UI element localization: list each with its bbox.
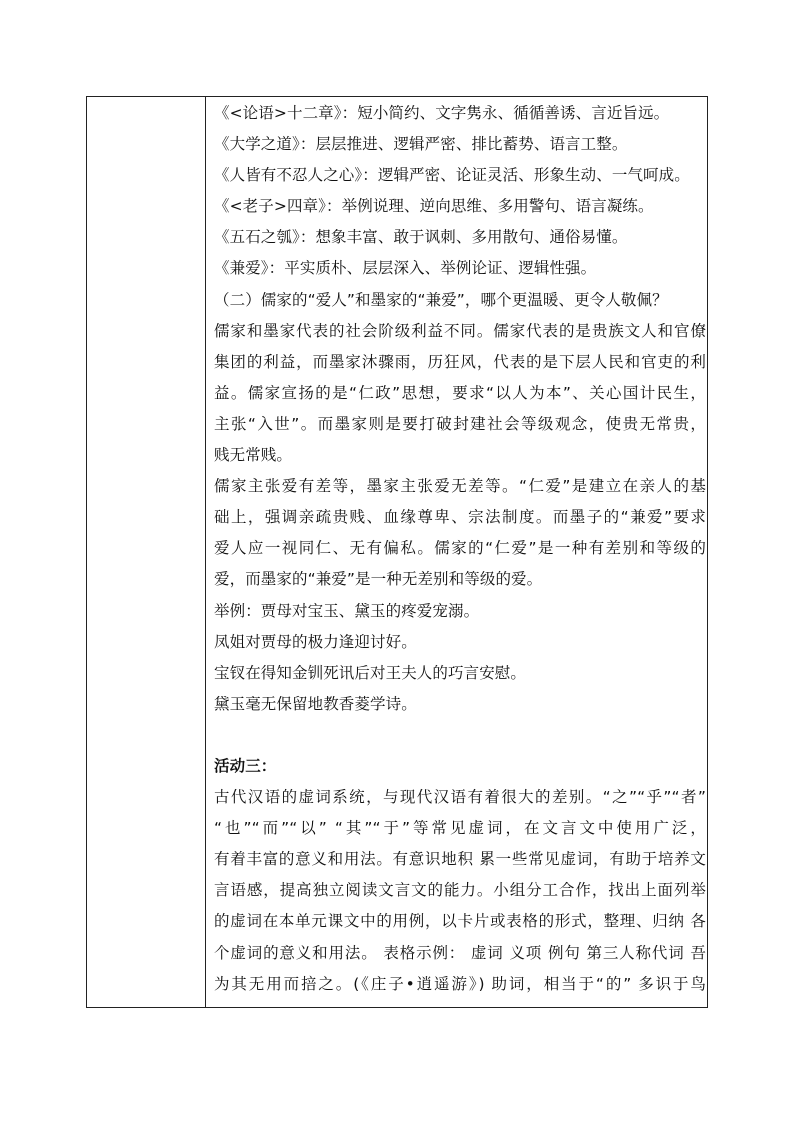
blank-spacer bbox=[214, 720, 706, 751]
question-two-section bbox=[214, 285, 706, 720]
table-content-cell bbox=[214, 98, 706, 1000]
activity-three-heading: 活动三： bbox=[214, 756, 277, 775]
summary-line-zhuangzi: 《五石之瓠》：想象丰富、敢于讽刺、多用散句、通俗易懂。 bbox=[214, 228, 628, 247]
works-summary-list bbox=[214, 98, 706, 285]
example-line: 宝钗在得知金钏死讯后对王夫人的巧言安慰。 bbox=[214, 663, 527, 682]
activity-line: 有着丰富的意义和用法。有意识地积 累一些常见虚词，有助于培养文 bbox=[214, 850, 706, 869]
paragraph-line: 儒家和墨家代表的社会阶级利益不同。儒家代表的是贵族文人和官僚 bbox=[214, 321, 706, 340]
activity-line: 的虚词在本单元课文中的用例，以卡片或表格的形式，整理、归纳 各 bbox=[214, 912, 706, 931]
summary-line-lunyu: 《<论语>十二章》：短小简约、文字隽永、循循善诱、言近旨远。 bbox=[214, 104, 670, 122]
paragraph-line: 爱，而墨家的“兼爱”是一种无差别和等级的爱。 bbox=[214, 570, 543, 589]
paragraph-line: 集团的利益，而墨家沐骤雨，历狂风，代表的是下层人民和官吏的利 bbox=[214, 352, 706, 371]
summary-line-laozi: 《<老子>四章》：举例说理、逆向思维、多用警句、语言凝练。 bbox=[214, 197, 654, 216]
paragraph-line: 爱人应一视同仁、无有偏私。儒家的“仁爱”是一种有差别和等级的 bbox=[214, 539, 706, 558]
paragraph-line: 主张“入世”。而墨家则是要打破封建社会等级观念，使贵无常贵， bbox=[214, 414, 706, 433]
love-distinction-paragraph bbox=[214, 471, 706, 595]
activity-line: “也”“而”“以” “其”“于”等常见虚词，在文言文中使用广泛， bbox=[214, 819, 706, 838]
example-line: 黛玉毫无保留地教香菱学诗。 bbox=[214, 694, 417, 713]
example-line: 凤姐对贾母的极力逢迎讨好。 bbox=[214, 632, 417, 651]
example-line: 举例：贾母对宝玉、黛玉的疼爱宠溺。 bbox=[214, 601, 480, 620]
paragraph-line: 儒家主张爱有差等，墨家主张爱无差等。“仁爱”是建立在亲人的基 bbox=[214, 477, 706, 496]
summary-line-mengzi: 《人皆有不忍人之心》：逻辑严密、论证灵活、形象生动、一气呵成。 bbox=[214, 166, 690, 185]
activity-line: 个虚词的意义和用法。 表格示例： 虚词 义项 例句 第三人称代词 吾 bbox=[214, 943, 706, 962]
summary-line-jianai: 《兼爱》：平实质朴、层层深入、举例论证、逻辑性强。 bbox=[214, 259, 597, 278]
activity-line: 言语感，提高独立阅读文言文的能力。小组分工合作，找出上面列举 bbox=[214, 881, 706, 900]
activity-line: 古代汉语的虚词系统，与现代汉语有着很大的差别。“之”“乎”“者” bbox=[214, 788, 706, 807]
activity-line: 为其无用而掊之。(《庄子•逍遥游》) 助词，相当于“的” 多识于鸟 bbox=[214, 974, 706, 993]
paragraph-line: 益。儒家宣扬的是“仁政”思想，要求“以人为本”、关心国计民生， bbox=[214, 383, 706, 402]
activity-three-section bbox=[214, 751, 706, 1000]
summary-line-daxue: 《大学之道》：层层推进、逻辑严密、排比蓄势、语言工整。 bbox=[214, 135, 628, 154]
question-two-heading: （二）儒家的“爱人”和墨家的“兼爱”，哪个更温暖、更令人敬佩？ bbox=[214, 290, 668, 309]
table-column-divider bbox=[205, 96, 206, 1008]
examples-list bbox=[214, 596, 706, 720]
paragraph-line: 础上，强调亲疏贵贱、血缘尊卑、宗法制度。而墨子的“兼爱”要求 bbox=[214, 508, 706, 527]
class-interest-paragraph bbox=[214, 316, 706, 471]
paragraph-line: 贱无常贱。 bbox=[214, 446, 293, 465]
